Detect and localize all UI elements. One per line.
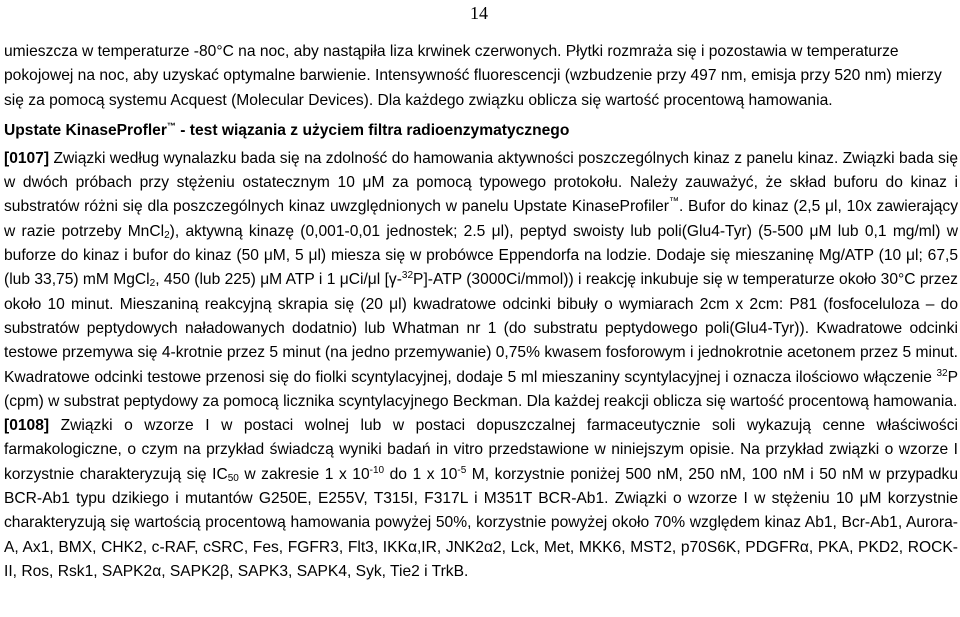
paragraph-0108: [4, 414, 958, 584]
section-heading-title: Upstate KinaseProfler: [4, 121, 167, 139]
paragraph-text: w zakresie 1 x 10: [238, 465, 370, 483]
trademark-symbol: ™: [668, 196, 679, 208]
intro-paragraph: [4, 40, 958, 113]
intro-text: umieszcza w temperaturze -80°C na noc, aby nastąpiła liza krwinek czerwonych. Płytki rozmraża się i pozostawia w temperaturze pokojowej na noc, aby uzyskać optymalne barwienie. Intensywność fluorescencji (wzbudzenie przy 497 nm, emisja przy 520 nm) mierzy się za pomocą systemu Acquest (Molecular Devices). Dla każdego związku oblicza się wartość procentową hamowania.: [4, 43, 942, 109]
document-body: [4, 40, 958, 584]
superscript: 32: [401, 270, 414, 282]
paragraph-text: P]-ATP (3000Ci/mmol)) i reakcję inkubuje się w temperaturze około 30°C przez około 10 minut. Mieszaniną reakcyjną skrapia się (20 μl) kwadratowe odcinki bibuły o wymiarach 2cm x 2cm: P81 (fosfoceluloza – do substratów peptydowych naładowanych dodatnio) lub Whatman nr 1 (do substratu peptydowego poli(Glu4-Tyr)). Kwadratowe odcinki testowe przemywa się 4-krotnie przez 5 minut (na jedno przemywanie) 0,75% kwasem fosforowym i jednokrotnie acetonem przez 5 minut. Kwadratowe odcinki testowe przenosi się do fiolki scyntylacyjnej, dodaje 5 ml mieszaniny scyntylacyjnej i oznacza ilościowo włączenie: [4, 271, 958, 386]
trademark-symbol: ™: [166, 120, 176, 131]
paragraph-text: Związki o wzorze I w postaci wolnej lub w postaci dopuszczalnej farmaceutycznie soli wykazują cenne właściwości farmakologiczne, o czym na przykład świadczą wyniki badań in vitro przedstawione w niniejszym opisie. Na przykład związki o wzorze I korzystnie charakteryzują się IC: [4, 417, 958, 483]
section-heading-subtitle: - test wiązania z użyciem filtra radioenzymatycznego: [175, 121, 570, 139]
subscript: 50: [227, 472, 239, 484]
superscript: -10: [369, 464, 385, 476]
paragraph-text: Związki według wynalazku bada się na zdolność do hamowania aktywności poszczególnych kinaz z panelu kinaz. Związki bada się w dwóch próbach przy stężeniu ostatecznym 10 μM za pomocą typowego protokołu. Należy zauważyć, że skład buforu do kinaz i substratów różni się dla poszczególnych kinaz uwzględnionych w panelu Upstate KinaseProfiler: [4, 149, 958, 216]
paragraph-text: M, korzystnie poniżej 500 nM, 250 nM, 100 nM i 50 nM w przypadku BCR-Ab1 typu dzikiego i mutantów G250E, E255V, T315I, F317L i M351T BCR-Ab1. Związki o wzorze I w stężeniu 10 μM korzystnie charakteryzują się wartością procentową hamowania powyżej 50%, korzystnie powyżej około 70% względem kinaz Ab1, Bcr-Ab1, Aurora-A, Ax1, BMX, CHK2, c-RAF, cSRC, Fes, FGFR3, Flt3, IKKα,IR, JNK2α2, Lck, Met, MKK6, MST2, p70S6K, PDGFRα, PKA, PKD2, ROCK-II, Ros, Rsk1, SAPK2α, SAPK2β, SAPK3, SAPK4, Syk, Tie2 i TrkB.: [4, 465, 958, 580]
paragraph-0107: [4, 147, 958, 414]
paragraph-number: [0107]: [4, 149, 50, 167]
paragraph-text: ), aktywną kinazę (0,001-0,01 jednostek; 2.5 μl), peptyd swoisty lub poli(Glu4-Tyr) (5-500 μM lub 0,1 mg/ml) w buforze do kinaz i bufor do kinaz (50 μM, 5 μl) miesza się w probówce Eppendorfa na lodzie. Dodaje się mieszaninę Mg/ATP (10 μl; 67,5 (lub 33,75) mM MgCl: [4, 222, 958, 289]
superscript: -5: [457, 464, 467, 476]
paragraph-text: . Bufor do kinaz (2,5 μl, 10x zawierający w razie potrzeby MnCl: [4, 198, 958, 240]
subscript: 2: [164, 229, 170, 241]
paragraph-number: [0108]: [4, 417, 50, 435]
paragraph-text: , 450 (lub 225) μM ATP i 1 μCi/μl [γ-: [155, 271, 402, 289]
paragraph-text: do 1 x 10: [384, 465, 458, 483]
superscript: 32: [936, 367, 948, 379]
subscript: 2: [149, 278, 156, 290]
page-number: 14: [470, 3, 488, 23]
paragraph-text: P (cpm) w substrat peptydowy za pomocą licznika scyntylacyjnego Beckman. Dla każdej reakcji oblicza się wartość procentową hamowania.: [4, 368, 958, 410]
section-heading: [4, 120, 958, 142]
